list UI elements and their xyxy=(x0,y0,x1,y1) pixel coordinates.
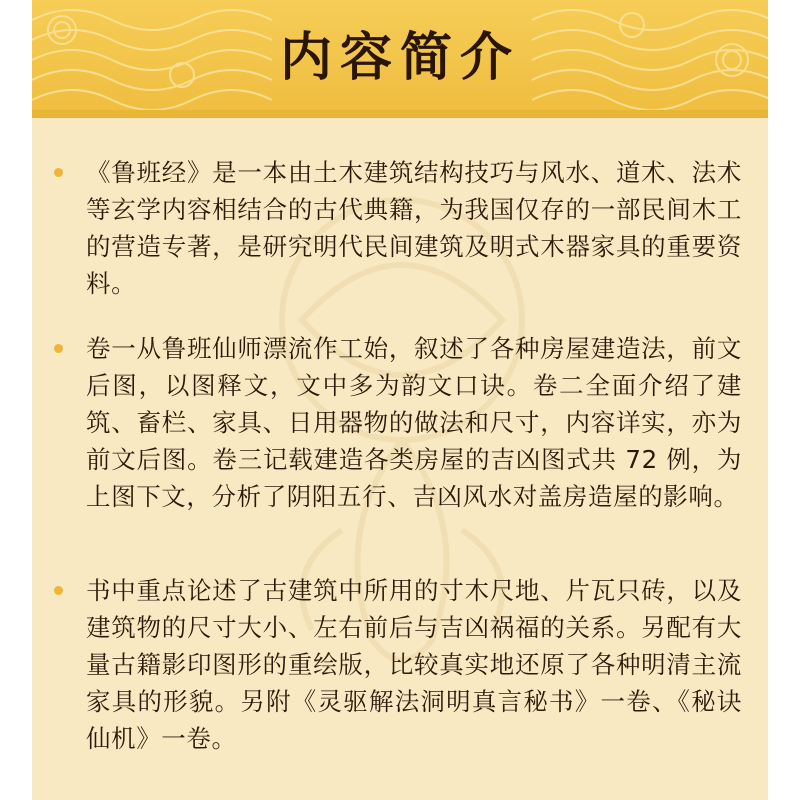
bullet-dot-icon xyxy=(54,168,63,177)
paragraph-volumes: 卷一从鲁班仙师漂流作工始，叙述了各种房屋建造法，前文后图，以图释文，文中多为韵文口诀。卷二全面介绍了建筑、畜栏、家具、日用器物的做法和尺寸，内容详实，亦为前文后图。卷三记载建造各类房屋的吉凶图式共 72 例，为上图下文，分析了阴阳五行、吉凶风水对盖房造屋的影响。 xyxy=(86,334,742,511)
header-banner xyxy=(32,0,768,118)
paragraph-intro: 《鲁班经》是一本由土木建筑结构技巧与风水、道术、法术等玄学内容相结合的古代典籍，为我国仅存的一部民间木工的营造专著，是研究明代民间建筑及明式木器家具的重要资料。 xyxy=(86,158,742,298)
banner-divider xyxy=(32,110,768,118)
bullet-dot-icon xyxy=(54,586,63,595)
page-title: 内容简介 xyxy=(279,27,520,88)
bullet-dot-icon xyxy=(54,344,63,353)
content-panel xyxy=(32,0,768,800)
paragraph-focus: 书中重点论述了古建筑中所用的寸木尺地、片瓦只砖，以及建筑物的尺寸大小、左右前后与吉凶祸福的关系。另配有大量古籍影印图形的重绘版，比较真实地还原了各种明清主流家具的形貌。另附《灵驱解法洞明真言秘书》一卷、《秘诀仙机》一卷。 xyxy=(86,576,742,753)
